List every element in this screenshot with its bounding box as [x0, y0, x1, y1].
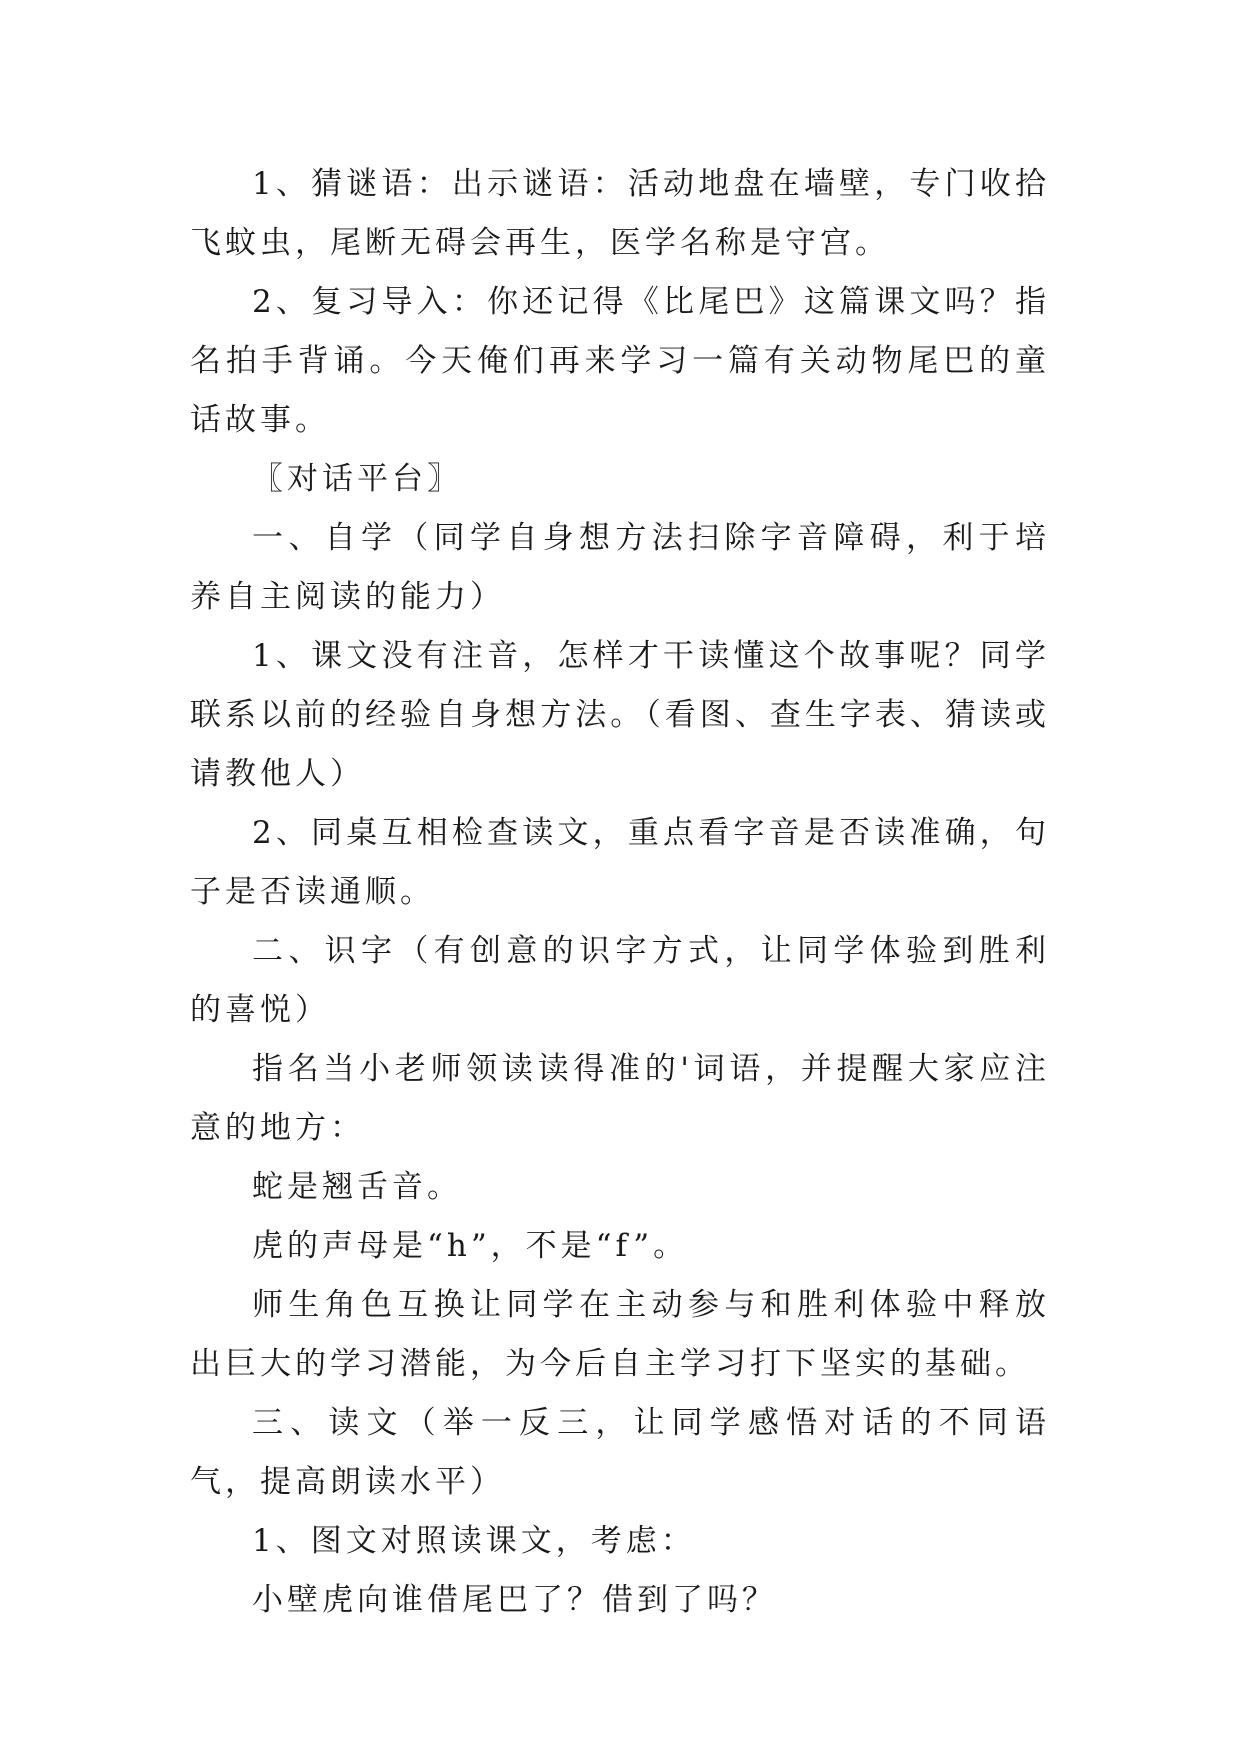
document-body: [190, 155, 1050, 1630]
paragraph-role-swap: 师生角色互换让同学在主动参与和胜利体验中释放出巨大的学习潜能，为今后自主学习打下坚实的基础。: [190, 1287, 1050, 1382]
paragraph-reading: 三、读文（举一反三，让同学感悟对话的不同语气，提高朗读水平）: [190, 1405, 1050, 1500]
paragraph-tiger-note: 虎的声母是“h”，不是“f”。: [252, 1228, 689, 1264]
paragraph-literacy: 二、识字（有创意的识字方式，让同学体验到胜利的喜悦）: [190, 933, 1050, 1028]
paragraph-review-intro: 2、复习导入：你还记得《比尾巴》这篇课文吗？指名拍手背诵。今天俺们再来学习一篇有关动物尾巴的童话故事。: [190, 284, 1050, 438]
paragraph-question: 小壁虎向谁借尾巴了？借到了吗？: [252, 1582, 777, 1618]
paragraph-self-study-step-1: 1、课文没有注音，怎样才干读懂这个故事呢？同学联系以前的经验自身想方法。（看图、查生字表、猜读或请教他人）: [190, 638, 1050, 792]
paragraph-reading-step-1: 1、图文对照读课文，考虑：: [252, 1523, 696, 1559]
section-heading-dialogue-platform: 〖对话平台〗: [252, 461, 462, 497]
paragraph-self-study-step-2: 2、同桌互相检查读文，重点看字音是否读准确，句子是否读通顺。: [190, 815, 1050, 910]
paragraph-little-teacher: 指名当小老师领读读得准的'词语，并提醒大家应注意的地方：: [190, 1051, 1050, 1146]
paragraph-riddle: 1、猜谜语：出示谜语：活动地盘在墙壁，专门收拾飞蚊虫，尾断无碍会再生，医学名称是守宫。: [190, 166, 1050, 261]
paragraph-self-study: 一、自学（同学自身想方法扫除字音障碍，利于培养自主阅读的能力）: [190, 520, 1050, 615]
paragraph-snake-note: 蛇是翘舌音。: [252, 1169, 462, 1205]
